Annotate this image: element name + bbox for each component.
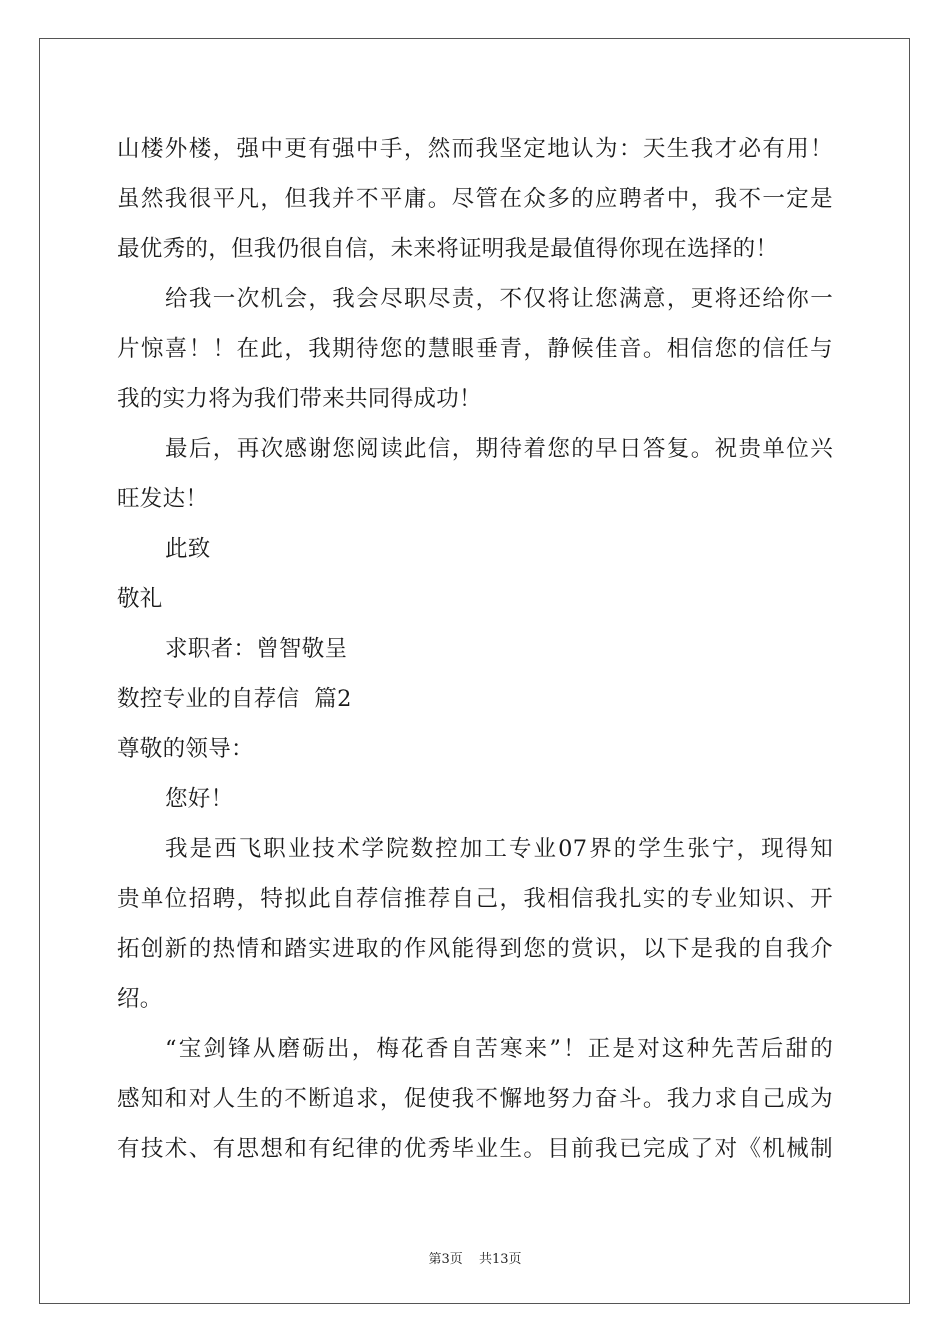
- closing-regards: 敬礼: [117, 586, 163, 612]
- paragraph-start: 给我一次机会，我会尽职尽责，不仅将让您满意，更将还给你一: [165, 286, 833, 312]
- letter-hello: 您好！: [165, 786, 234, 812]
- paragraph-start: 我是西飞职业技术学院数控加工专业07界的学生张宁，现得知: [165, 836, 833, 862]
- document-body: [117, 124, 833, 1174]
- text-line: 绍。: [117, 986, 163, 1012]
- section-heading: 数控专业的自荐信 篇2: [117, 686, 352, 712]
- page-total: 共13页: [478, 1252, 522, 1267]
- closing-salutation: 此致: [165, 536, 211, 562]
- paragraph-start: 最后，再次感谢您阅读此信，期待着您的早日答复。祝贵单位兴: [165, 436, 833, 462]
- signature-line: 求职者：曾智敬呈: [165, 636, 348, 662]
- text-line: 虽然我很平凡，但我并不平庸。尽管在众多的应聘者中，我不一定是: [117, 186, 833, 212]
- page-number: 第3页: [428, 1252, 463, 1267]
- text-line: 最优秀的，但我仍很自信，未来将证明我是最值得你现在选择的！: [117, 236, 779, 262]
- text-line: 旺发达！: [117, 486, 209, 512]
- text-line: 片惊喜！！在此，我期待您的慧眼垂青，静候佳音。相信您的信任与: [117, 336, 833, 362]
- text-line: 拓创新的热情和踏实进取的作风能得到您的赏识，以下是我的自我介: [117, 936, 833, 962]
- paragraph-start: “宝剑锋从磨砺出，梅花香自苦寒来”！正是对这种先苦后甜的: [165, 1036, 833, 1062]
- text-line: 贵单位招聘，特拟此自荐信推荐自己，我相信我扎实的专业知识、开: [117, 886, 833, 912]
- text-line: 我的实力将为我们带来共同得成功！: [117, 386, 482, 412]
- text-line: 感知和对人生的不断追求，促使我不懈地努力奋斗。我力求自己成为: [117, 1086, 833, 1112]
- text-line: 山楼外楼，强中更有强中手，然而我坚定地认为：天生我才必有用！: [117, 136, 833, 162]
- letter-greeting: 尊敬的领导：: [117, 736, 254, 762]
- text-line: 有技术、有思想和有纪律的优秀毕业生。目前我已完成了对《机械制: [117, 1136, 833, 1162]
- page-footer: [0, 1248, 950, 1267]
